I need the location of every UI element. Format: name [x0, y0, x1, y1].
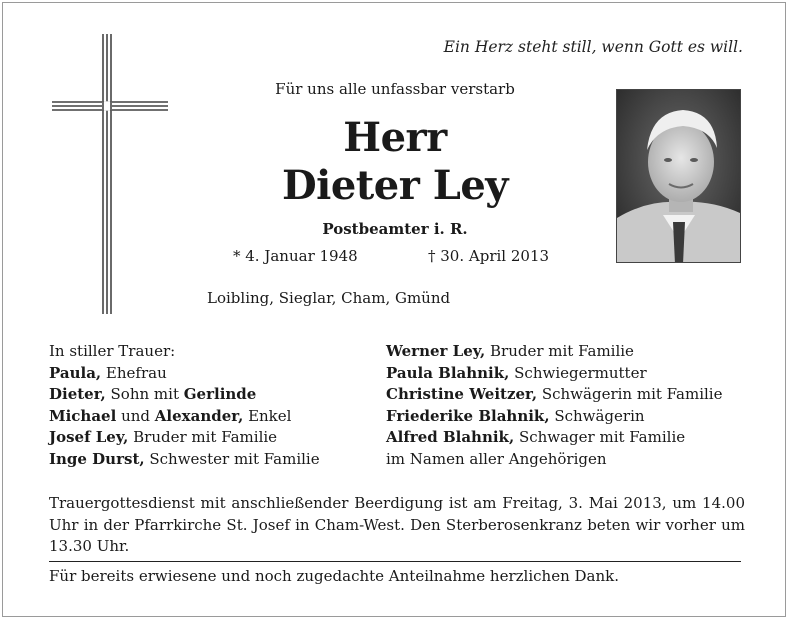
mourner-row: Friederike Blahnik, Schwägerin — [386, 406, 645, 425]
birth-date: * 4. Januar 1948 — [233, 247, 358, 265]
mourner-row: Paula, Ehefrau — [49, 363, 167, 382]
death-date: † 30. April 2013 — [428, 247, 550, 265]
divider — [49, 561, 741, 562]
mourner-row: Christine Weitzer, Schwägerin mit Familie — [386, 385, 723, 403]
mourners-right-column — [386, 341, 722, 470]
intro-text: Für uns alle unfassbar verstarb — [275, 80, 515, 98]
portrait-photo — [616, 89, 741, 263]
deceased-name: Dieter Ley — [281, 162, 509, 209]
mourner-row: Josef Ley, Bruder mit Familie — [49, 428, 278, 446]
places: Loibling, Sieglar, Cham, Gmünd — [207, 289, 451, 307]
salutation: Herr — [343, 114, 447, 161]
mourner-row: Alfred Blahnik, Schwager mit Familie — [386, 428, 686, 446]
mourner-row: im Namen aller Angehörigen — [386, 449, 607, 468]
mourner-row: Michael und Alexander, Enkel — [49, 406, 292, 425]
mourners-left-column — [49, 341, 320, 470]
mourner-row: In stiller Trauer: — [49, 342, 176, 360]
mourner-row: Dieter, Sohn mit Gerlinde — [49, 385, 257, 403]
mourner-row: Werner Ley, Bruder mit Familie — [386, 342, 634, 360]
thanks-text: Für bereits erwiesene und noch zugedachte Anteilnahme herzlichen Dank. — [49, 567, 619, 585]
motto: Ein Herz steht still, wenn Gott es will. — [443, 38, 743, 56]
mourner-row: Paula Blahnik, Schwiegermutter — [386, 363, 647, 382]
occupation: Postbeamter i. R. — [322, 220, 468, 238]
mourner-row: Inge Durst, Schwester mit Familie — [49, 449, 320, 468]
funeral-service-text: Trauergottesdienst mit anschließender Beerdigung ist am Freitag, 3. Mai 2013, um 14.00 Uhr in der Pfarrkirche St. Josef in Cham-West. Den Sterberosenkranz beten wir vorher um 13.30 Uhr. — [49, 494, 745, 555]
